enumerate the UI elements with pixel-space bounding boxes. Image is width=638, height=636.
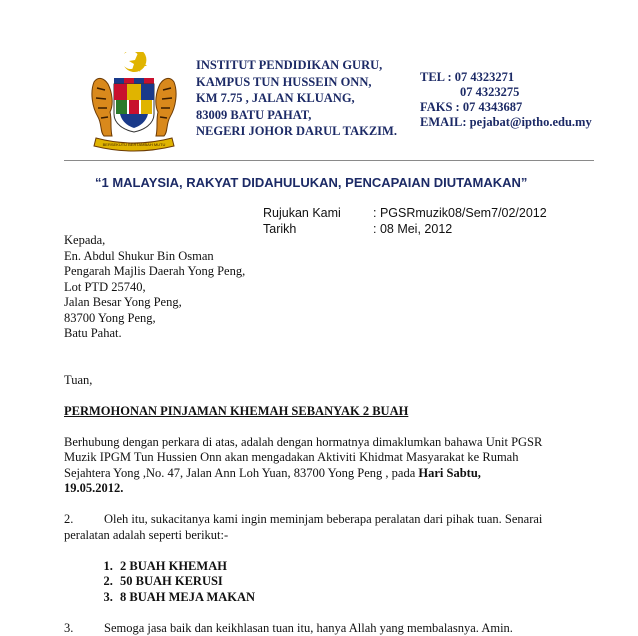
list-item: 2. 50 BUAH KERUSI [116,574,584,590]
paragraph2-text: Oleh itu, sukacitanya kami ingin meminjam beberapa peralatan dari pihak tuan. Senarai [104,512,542,526]
header-divider [64,160,594,161]
paragraph3-line [64,621,584,636]
institute-address [196,57,397,140]
slogan: “1 MALAYSIA, RAKYAT DIDAHULUKAN, PENCAPAIAN DIUTAMAKAN” [95,175,527,190]
institute-line: KAMPUS TUN HUSSEIN ONN, [196,74,397,91]
list-item: 3. 8 BUAH MEJA MAKAN [116,590,584,606]
institute-line: NEGERI JOHOR DARUL TAKZIM. [196,123,397,140]
recipient-line: Pengarah Majlis Daerah Yong Peng, [64,264,584,280]
tarikh-value: : 08 Mei, 2012 [373,222,452,238]
rujukan-value: : PGSRmuzik08/Sem7/02/2012 [373,206,547,222]
institute-line: 83009 BATU PAHAT, [196,107,397,124]
paragraph3-number: 3. [64,621,104,636]
paragraph3-text: Semoga jasa baik dan keikhlasan tuan itu, hanya Allah yang membalasnya. Amin. [104,621,513,635]
fax-line: FAKS : 07 4343687 [420,100,592,115]
institute-line: KM 7.75 , JALAN KLUANG, [196,90,397,107]
letter-body [64,233,584,636]
paragraph1-text: Sejahtera Yong ,No. 47, Jalan Ann Loh Yuan, 83700 Yong Peng , pada [64,466,418,480]
recipient-line: En. Abdul Shukur Bin Osman [64,249,584,265]
paragraph1-line [64,466,584,482]
crest-motto: BERSEKUTU BERTAMBAH MUTU [103,142,166,147]
paragraph2-number: 2. [64,512,104,528]
tarikh-label: Tarikh [263,222,373,238]
tel-line: TEL : 07 4323271 [420,70,592,85]
recipient-line: Jalan Besar Yong Peng, [64,295,584,311]
salutation: Tuan, [64,373,584,389]
paragraph2-line: peralatan adalah seperti berikut:- [64,528,584,544]
recipient-line: Lot PTD 25740, [64,280,584,296]
equipment-list [64,559,584,606]
list-item: 1. 2 BUAH KHEMAH [116,559,584,575]
contact-block [420,70,592,130]
recipient-line: Batu Pahat. [64,326,584,342]
paragraph1-line: Muzik IPGM Tun Hussien Onn akan mengadakan Aktiviti Khidmat Masyarakat ke Rumah [64,450,584,466]
email-line: EMAIL: pejabat@iptho.edu.my [420,115,592,130]
recipient-line: Kepada, [64,233,584,249]
malaysia-coat-of-arms-icon [88,52,180,152]
paragraph2-line [64,512,584,528]
letter-subject: PERMOHONAN PINJAMAN KHEMAH SEBANYAK 2 BUAH [64,404,584,420]
rujukan-label: Rujukan Kami [263,206,373,222]
institute-line: INSTITUT PENDIDIKAN GURU, [196,57,397,74]
tel2-line: 07 4323275 [420,85,592,100]
event-day: Hari Sabtu, [418,466,481,480]
rujukan-row [263,206,547,222]
recipient-line: 83700 Yong Peng, [64,311,584,327]
event-date: 19.05.2012. [64,481,584,497]
paragraph1-line: Berhubung dengan perkara di atas, adalah dengan hormatnya dimaklumkan bahawa Unit PGSR [64,435,584,451]
